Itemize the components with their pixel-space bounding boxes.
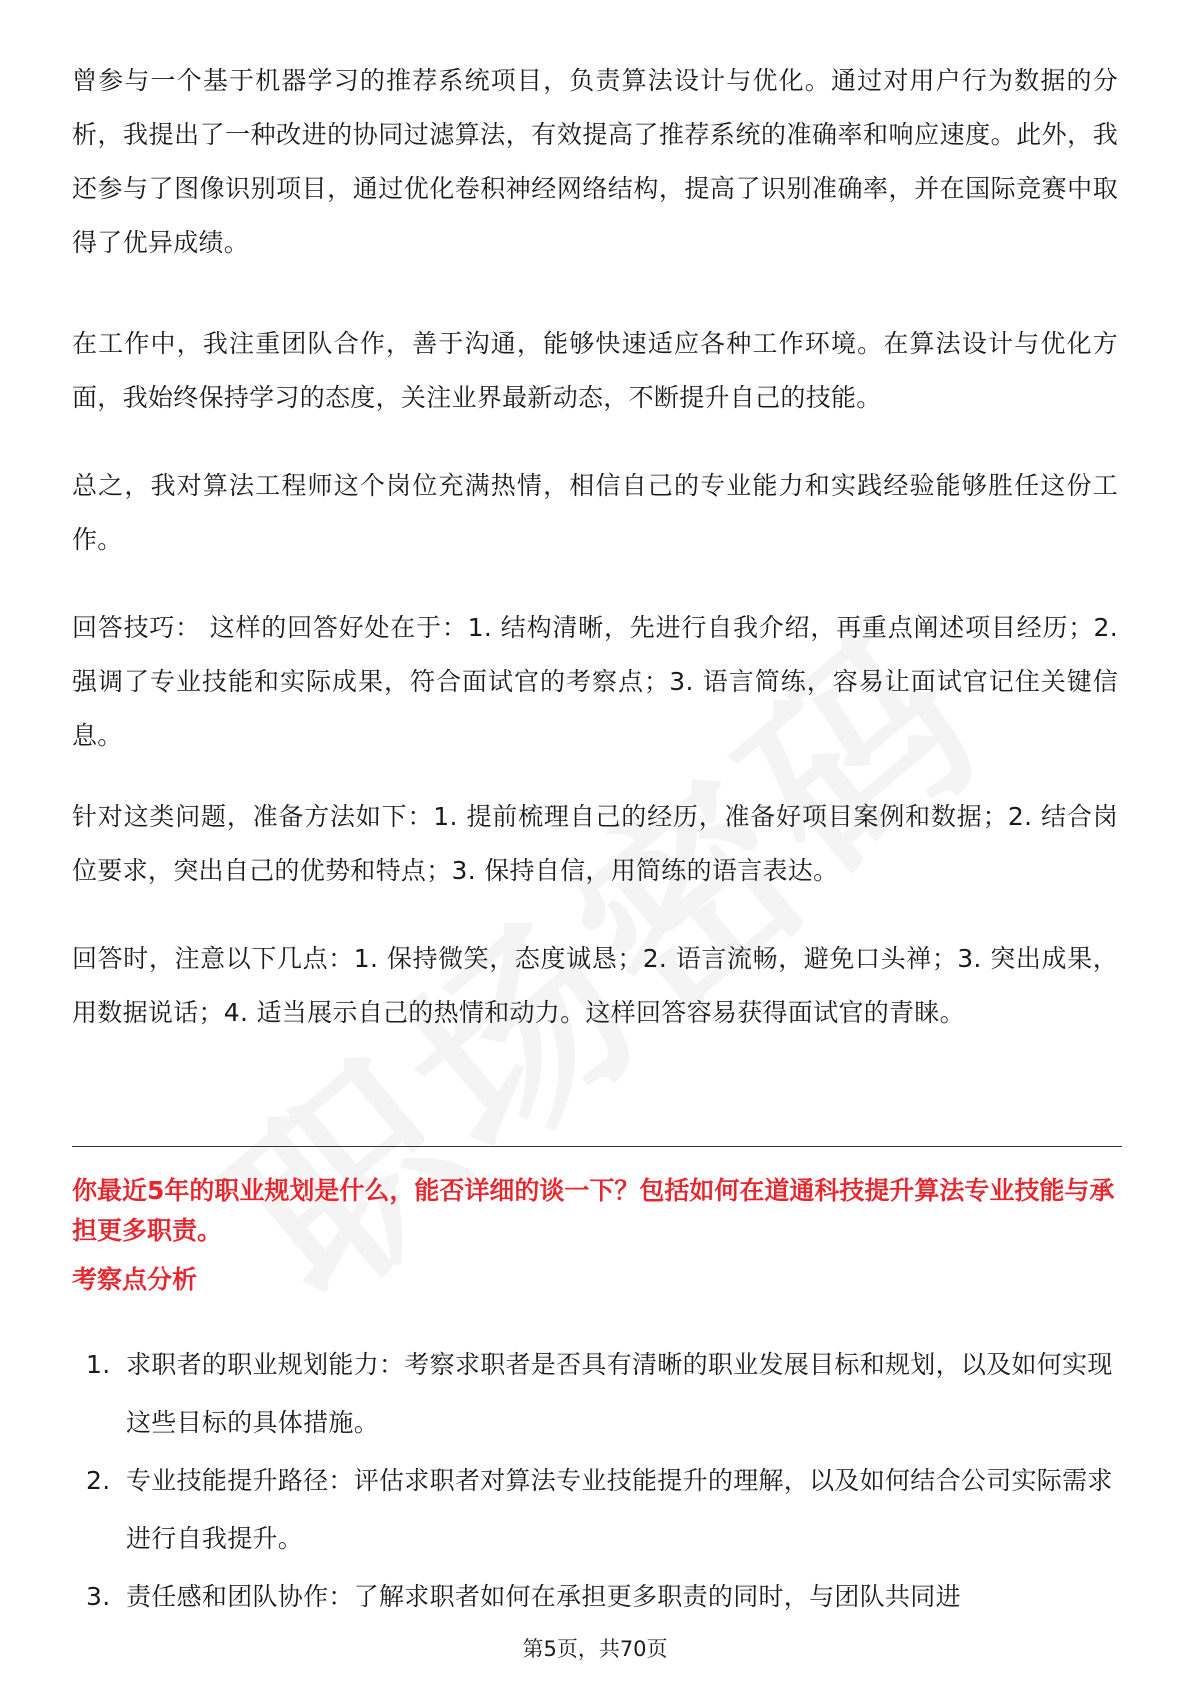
list-item [72,1336,1122,1452]
list-item-text: 求职者的职业规划能力：考察求职者是否具有清晰的职业发展目标和规划，以及如何实现这些目标的具体措施。 [126,1350,1113,1437]
list-item-number: 3. [86,1582,111,1611]
interview-question: 你最近5年的职业规划是什么，能否详细的谈一下？包括如何在道通科技提升算法专业技能与承担更多职责。 [72,1176,1115,1245]
list-item [72,1568,1122,1626]
paragraph-answer-tips: 回答技巧： 这样的回答好处在于：1. 结构清晰，先进行自我介绍，再重点阐述项目经历；2. 强调了专业技能和实际成果，符合面试官的考察点；3. 语言简练，容易让面试官记住关键信息。 [72,613,1118,750]
list-item [72,1452,1122,1568]
page-footer: 第5页，共70页 [522,1637,668,1661]
paragraph-preparation-methods: 针对这类问题，准备方法如下：1. 提前梳理自己的经历，准备好项目案例和数据；2. 结合岗位要求，突出自己的优势和特点；3. 保持自信，用简练的语言表达。 [72,802,1118,885]
paragraph-project-experience: 曾参与一个基于机器学习的推荐系统项目，负责算法设计与优化。通过对用户行为数据的分析，我提出了一种改进的协同过滤算法，有效提高了推荐系统的准确率和响应速度。此外，我还参与了图像识别项目，通过优化卷积神经网络结构，提高了识别准确率，并在国际竞赛中取得了优异成绩。 [72,66,1118,257]
analysis-list [72,1336,1122,1626]
paragraph-answer-notes: 回答时，注意以下几点：1. 保持微笑，态度诚恳；2. 语言流畅，避免口头禅；3. 突出成果，用数据说话；4. 适当展示自己的热情和动力。这样回答容易获得面试官的青睐。 [72,944,1118,1027]
paragraph-teamwork: 在工作中，我注重团队合作，善于沟通，能够快速适应各种工作环境。在算法设计与优化方面，我始终保持学习的态度，关注业界最新动态，不断提升自己的技能。 [72,329,1118,412]
list-item-text: 责任感和团队协作：了解求职者如何在承担更多职责的同时，与团队共同进 [126,1582,961,1611]
list-item-number: 2. [86,1466,111,1495]
paragraph-summary: 总之，我对算法工程师这个岗位充满热情，相信自己的专业能力和实践经验能够胜任这份工作。 [72,471,1118,554]
section-divider [72,1146,1122,1147]
list-item-number: 1. [86,1350,111,1379]
document-page [72,0,1122,1684]
list-item-text: 专业技能提升路径：评估求职者对算法专业技能提升的理解，以及如何结合公司实际需求进行自我提升。 [126,1466,1113,1553]
section-title: 考察点分析 [72,1265,198,1294]
